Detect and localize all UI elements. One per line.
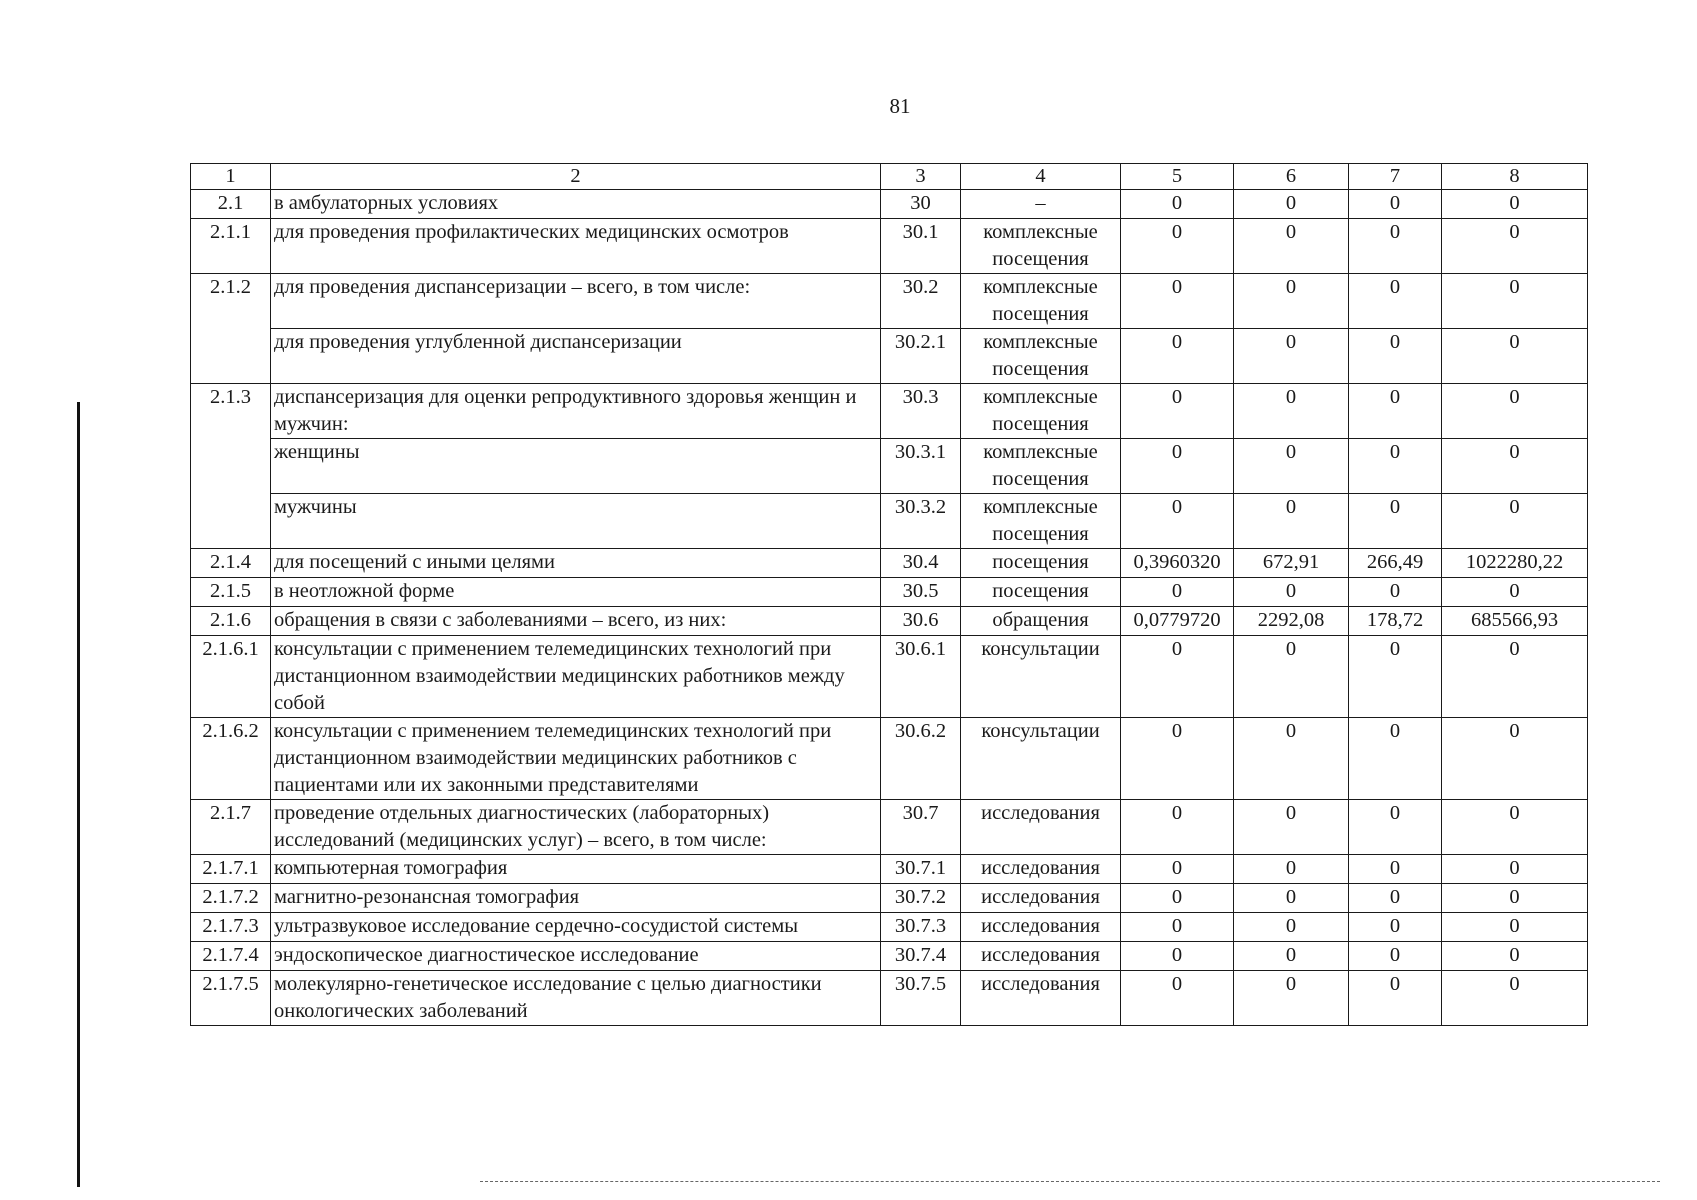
row-value-8: 0 <box>1442 329 1588 384</box>
row-title: молекулярно-генетическое исследование с целью диагностики онкологических заболеваний <box>271 971 881 1026</box>
row-title: консультации с применением телемедицинских технологий при дистанционном взаимодействии медицинских работников с пациентами или их законными представителями <box>271 718 881 800</box>
row-unit: консультации <box>961 718 1121 800</box>
row-code: 30.7.3 <box>881 913 961 942</box>
row-unit: комплексные посещения <box>961 219 1121 274</box>
row-unit: – <box>961 190 1121 219</box>
row-value-6: 0 <box>1234 274 1349 329</box>
row-value-8: 0 <box>1442 190 1588 219</box>
row-value-5: 0 <box>1121 884 1234 913</box>
row-value-7: 0 <box>1349 190 1442 219</box>
row-value-5: 0 <box>1121 855 1234 884</box>
row-value-7: 0 <box>1349 219 1442 274</box>
table-row <box>191 636 1588 718</box>
row-value-6: 0 <box>1234 884 1349 913</box>
row-title: мужчины <box>271 494 881 549</box>
row-number: 2.1.6.1 <box>191 636 271 718</box>
row-value-6: 0 <box>1234 718 1349 800</box>
row-value-6: 0 <box>1234 800 1349 855</box>
row-value-8: 685566,93 <box>1442 607 1588 636</box>
row-code: 30.7 <box>881 800 961 855</box>
row-code: 30.7.1 <box>881 855 961 884</box>
row-code: 30.1 <box>881 219 961 274</box>
header-cell: 1 <box>191 164 271 190</box>
data-table <box>190 163 1588 1026</box>
row-value-7: 0 <box>1349 578 1442 607</box>
left-margin-bar <box>77 402 80 1187</box>
row-value-8: 0 <box>1442 855 1588 884</box>
row-title: для проведения профилактических медицинских осмотров <box>271 219 881 274</box>
row-unit: исследования <box>961 942 1121 971</box>
row-code: 30.3.1 <box>881 439 961 494</box>
row-value-5: 0 <box>1121 494 1234 549</box>
row-unit: комплексные посещения <box>961 274 1121 329</box>
row-code: 30.4 <box>881 549 961 578</box>
row-value-8: 0 <box>1442 578 1588 607</box>
row-number: 2.1.6.2 <box>191 718 271 800</box>
row-code: 30.6 <box>881 607 961 636</box>
header-cell: 3 <box>881 164 961 190</box>
row-value-6: 0 <box>1234 384 1349 439</box>
bottom-rule <box>480 1181 1660 1182</box>
row-code: 30.7.5 <box>881 971 961 1026</box>
row-value-7: 0 <box>1349 494 1442 549</box>
row-value-6: 0 <box>1234 942 1349 971</box>
row-title: консультации с применением телемедицинских технологий при дистанционном взаимодействии медицинских работников между собой <box>271 636 881 718</box>
row-title: для посещений с иными целями <box>271 549 881 578</box>
row-value-7: 0 <box>1349 942 1442 971</box>
row-title: компьютерная томография <box>271 855 881 884</box>
row-number: 2.1.7.4 <box>191 942 271 971</box>
row-value-7: 0 <box>1349 718 1442 800</box>
row-value-7: 0 <box>1349 384 1442 439</box>
row-value-8: 0 <box>1442 718 1588 800</box>
row-unit: исследования <box>961 800 1121 855</box>
row-title: магнитно-резонансная томография <box>271 884 881 913</box>
row-unit: исследования <box>961 855 1121 884</box>
table-row <box>191 942 1588 971</box>
table-row <box>191 384 1588 439</box>
row-title: проведение отдельных диагностических (лабораторных) исследований (медицинских услуг) – всего, в том числе: <box>271 800 881 855</box>
row-value-6: 0 <box>1234 190 1349 219</box>
row-unit: посещения <box>961 549 1121 578</box>
row-number: 2.1.5 <box>191 578 271 607</box>
row-value-8: 0 <box>1442 494 1588 549</box>
row-value-8: 0 <box>1442 800 1588 855</box>
row-value-5: 0 <box>1121 913 1234 942</box>
row-value-8: 0 <box>1442 384 1588 439</box>
row-value-5: 0,3960320 <box>1121 549 1234 578</box>
row-title: в неотложной форме <box>271 578 881 607</box>
row-value-7: 0 <box>1349 913 1442 942</box>
row-title: в амбулаторных условиях <box>271 190 881 219</box>
row-title: для проведения углубленной диспансеризации <box>271 329 881 384</box>
table-row <box>191 329 1588 384</box>
row-value-5: 0 <box>1121 636 1234 718</box>
row-value-5: 0 <box>1121 971 1234 1026</box>
row-number: 2.1.7.5 <box>191 971 271 1026</box>
row-number: 2.1.7.1 <box>191 855 271 884</box>
row-code: 30.7.2 <box>881 884 961 913</box>
row-value-5: 0 <box>1121 718 1234 800</box>
table-row <box>191 913 1588 942</box>
row-value-7: 0 <box>1349 329 1442 384</box>
row-value-5: 0,0779720 <box>1121 607 1234 636</box>
row-value-7: 178,72 <box>1349 607 1442 636</box>
row-value-7: 266,49 <box>1349 549 1442 578</box>
row-value-5: 0 <box>1121 439 1234 494</box>
row-title: эндоскопическое диагностическое исследование <box>271 942 881 971</box>
row-title: ультразвуковое исследование сердечно-сосудистой системы <box>271 913 881 942</box>
row-title: для проведения диспансеризации – всего, в том числе: <box>271 274 881 329</box>
header-cell: 6 <box>1234 164 1349 190</box>
header-row <box>191 164 1588 190</box>
row-value-7: 0 <box>1349 884 1442 913</box>
row-number: 2.1 <box>191 190 271 219</box>
row-value-6: 2292,08 <box>1234 607 1349 636</box>
row-value-7: 0 <box>1349 439 1442 494</box>
row-value-5: 0 <box>1121 578 1234 607</box>
row-value-7: 0 <box>1349 800 1442 855</box>
row-number: 2.1.4 <box>191 549 271 578</box>
row-number: 2.1.7 <box>191 800 271 855</box>
row-value-6: 0 <box>1234 636 1349 718</box>
table-row <box>191 190 1588 219</box>
table-row <box>191 439 1588 494</box>
row-value-6: 672,91 <box>1234 549 1349 578</box>
table-row <box>191 971 1588 1026</box>
row-value-6: 0 <box>1234 855 1349 884</box>
row-unit: обращения <box>961 607 1121 636</box>
row-value-6: 0 <box>1234 329 1349 384</box>
table-row <box>191 219 1588 274</box>
row-code: 30 <box>881 190 961 219</box>
row-code: 30.3.2 <box>881 494 961 549</box>
row-value-8: 0 <box>1442 219 1588 274</box>
row-value-8: 0 <box>1442 439 1588 494</box>
row-number: 2.1.3 <box>191 384 271 549</box>
header-cell: 2 <box>271 164 881 190</box>
row-number: 2.1.7.2 <box>191 884 271 913</box>
row-value-8: 0 <box>1442 971 1588 1026</box>
table-row <box>191 578 1588 607</box>
row-number: 2.1.6 <box>191 607 271 636</box>
row-value-5: 0 <box>1121 190 1234 219</box>
row-value-5: 0 <box>1121 274 1234 329</box>
row-number: 2.1.1 <box>191 219 271 274</box>
header-cell: 8 <box>1442 164 1588 190</box>
row-unit: консультации <box>961 636 1121 718</box>
row-value-5: 0 <box>1121 384 1234 439</box>
row-value-5: 0 <box>1121 942 1234 971</box>
row-code: 30.5 <box>881 578 961 607</box>
row-value-5: 0 <box>1121 800 1234 855</box>
row-unit: исследования <box>961 971 1121 1026</box>
row-value-7: 0 <box>1349 855 1442 884</box>
row-number: 2.1.2 <box>191 274 271 384</box>
header-cell: 4 <box>961 164 1121 190</box>
row-title: женщины <box>271 439 881 494</box>
table-row <box>191 855 1588 884</box>
row-value-8: 0 <box>1442 884 1588 913</box>
row-value-6: 0 <box>1234 494 1349 549</box>
row-value-6: 0 <box>1234 971 1349 1026</box>
row-unit: посещения <box>961 578 1121 607</box>
row-value-6: 0 <box>1234 578 1349 607</box>
row-value-8: 0 <box>1442 274 1588 329</box>
header-cell: 7 <box>1349 164 1442 190</box>
row-value-5: 0 <box>1121 329 1234 384</box>
row-unit: комплексные посещения <box>961 494 1121 549</box>
row-code: 30.6.1 <box>881 636 961 718</box>
row-code: 30.2 <box>881 274 961 329</box>
table-row <box>191 800 1588 855</box>
row-number: 2.1.7.3 <box>191 913 271 942</box>
row-unit: исследования <box>961 884 1121 913</box>
table-row <box>191 718 1588 800</box>
row-value-8: 0 <box>1442 636 1588 718</box>
table-row <box>191 884 1588 913</box>
row-unit: комплексные посещения <box>961 439 1121 494</box>
table-row <box>191 607 1588 636</box>
row-code: 30.3 <box>881 384 961 439</box>
table-row <box>191 274 1588 329</box>
table-row <box>191 549 1588 578</box>
row-code: 30.2.1 <box>881 329 961 384</box>
row-value-8: 1022280,22 <box>1442 549 1588 578</box>
row-value-6: 0 <box>1234 439 1349 494</box>
row-unit: комплексные посещения <box>961 384 1121 439</box>
row-value-5: 0 <box>1121 219 1234 274</box>
row-unit: исследования <box>961 913 1121 942</box>
row-value-6: 0 <box>1234 913 1349 942</box>
table-row <box>191 494 1588 549</box>
row-title: обращения в связи с заболеваниями – всего, из них: <box>271 607 881 636</box>
header-cell: 5 <box>1121 164 1234 190</box>
row-unit: комплексные посещения <box>961 329 1121 384</box>
row-value-8: 0 <box>1442 942 1588 971</box>
row-code: 30.6.2 <box>881 718 961 800</box>
row-title: диспансеризация для оценки репродуктивного здоровья женщин и мужчин: <box>271 384 881 439</box>
row-value-7: 0 <box>1349 274 1442 329</box>
row-value-8: 0 <box>1442 913 1588 942</box>
row-value-7: 0 <box>1349 971 1442 1026</box>
row-code: 30.7.4 <box>881 942 961 971</box>
row-value-6: 0 <box>1234 219 1349 274</box>
row-value-7: 0 <box>1349 636 1442 718</box>
page-number: 81 <box>889 94 911 118</box>
